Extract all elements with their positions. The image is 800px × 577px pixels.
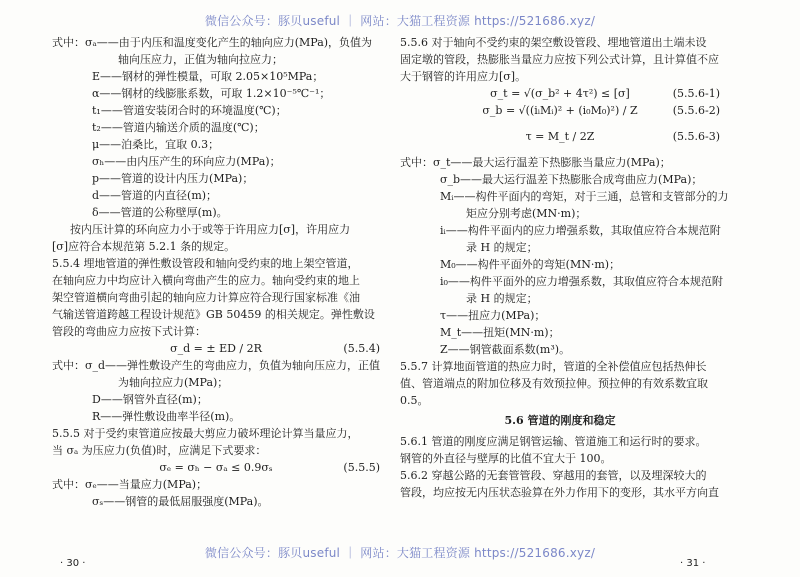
- text-line: 5.5.6 对于轴向不受约束的架空敷设管段、埋地管道出土端未设: [400, 36, 707, 49]
- text-line: t₂——管道内输送介质的温度(℃)；: [92, 121, 265, 134]
- text-line: Mᵢ——构件平面内的弯矩，对于三通，总管和支管部分的力: [440, 190, 729, 203]
- text-line: iᵢ——构件平面内的应力增强系数，其取值应符合本规范附: [440, 224, 721, 237]
- text-line: M_t——扭矩(MN·m)；: [440, 326, 560, 339]
- equation-formula: σ_t = √(σ_b² + 4τ²) ≤ [σ]: [490, 87, 630, 100]
- equation: [52, 340, 380, 357]
- text-line: 式中：σₐ——由于内压和温度变化产生的轴向应力(MPa)，负值为: [52, 36, 373, 49]
- text-line: 固定墩的管段，热膨胀当量应力应按下列公式计算，且计算值不应: [400, 53, 719, 66]
- text-line: i₀——构件平面外的应力增强系数，其取值应符合本规范附: [440, 275, 723, 288]
- text-line: 当 σₐ 为压应力(负值)时，应满足下式要求：: [52, 444, 267, 457]
- equation-number: (5.5.5): [343, 461, 380, 474]
- equation-number: (5.5.6-1): [672, 87, 720, 100]
- equation-number: (5.5.6-2): [672, 104, 720, 117]
- equation-formula: σ_b = √((iᵢMᵢ)² + (i₀M₀)²) / Z: [482, 104, 638, 117]
- text-line: σₕ——由内压产生的环向应力(MPa)；: [92, 155, 281, 168]
- text-line: 5.6.2 穿越公路的无套管管段、穿越用的套管，以及埋深较大的: [400, 469, 707, 482]
- text-line: 录 H 的规定；: [466, 292, 538, 305]
- text-line: Z——钢管截面系数(m³)。: [440, 343, 571, 356]
- text-line: 轴向压应力，正值为轴向拉应力；: [118, 53, 283, 66]
- equation: [400, 85, 720, 102]
- watermark-bottom: 微信公众号：豚贝useful ｜ 网站：大猫工程资源 https://521686.xyz/: [204, 546, 596, 560]
- text-line: 5.5.5 对于受约束管道应按最大剪应力破坏理论计算当量应力，: [52, 427, 359, 440]
- text-line: 架空管道横向弯曲引起的轴向应力计算应符合现行国家标准《油: [52, 291, 360, 304]
- text-line: E——钢材的弹性模量，可取 2.05×10⁵MPa；: [92, 70, 324, 83]
- text-line: α——钢材的线膨胀系数，可取 1.2×10⁻⁵℃⁻¹；: [92, 87, 331, 100]
- text-line: 管段的弯曲应力应按下式计算：: [52, 325, 206, 338]
- text-line: 气输送管道跨越工程设计规范》GB 50459 的相关规定。弹性敷设: [52, 308, 375, 321]
- text-line: t₁——管道安装闭合时的环境温度(℃)；: [92, 104, 287, 117]
- text-line: σ_b——最大运行温差下热膨胀合成弯曲应力(MPa)；: [440, 173, 703, 186]
- text-line: δ——管道的公称壁厚(m)。: [92, 206, 228, 219]
- right-column: [400, 34, 729, 501]
- equation-formula: σₑ = σₕ − σₐ ≤ 0.9σₛ: [159, 461, 273, 474]
- text-line: 为轴向拉应力(MPa)；: [118, 376, 229, 389]
- text-line: M₀——构件平面外的弯矩(MN·m)；: [440, 258, 621, 271]
- text-line: 式中：σ_d——弹性敷设产生的弯曲应力，负值为轴向压应力，正值: [52, 359, 381, 372]
- equation: [400, 102, 720, 128]
- text-line: 5.6.1 管道的刚度应满足钢管运输、管道施工和运行时的要求。: [400, 435, 707, 448]
- text-line: 大于钢管的许用应力[σ]。: [400, 70, 527, 83]
- equation-number: (5.5.6-3): [672, 130, 720, 143]
- equation-formula: σ_d = ± ED / 2R: [170, 342, 262, 355]
- left-column: [52, 34, 380, 510]
- text-line: 矩应分别考虑(MN·m)；: [466, 207, 587, 220]
- text-line: p——管道的设计内压力(MPa)；: [92, 172, 254, 185]
- page-number-right: · 31 ·: [680, 558, 706, 569]
- text-line: 5.5.4 埋地管道的弹性敷设管段和轴向受约束的地上架空管道，: [52, 257, 359, 270]
- text-line: 5.5.7 计算地面管道的热应力时，管道的全补偿值应包括热伸长: [400, 360, 707, 373]
- equation: [52, 459, 380, 476]
- text-line: μ——泊桑比，宜取 0.3；: [92, 138, 220, 151]
- text-line: τ——扭应力(MPa)；: [440, 309, 546, 322]
- section-heading: 5.6 管道的刚度和稳定: [504, 414, 616, 427]
- text-line: 按内压计算的环向应力小于或等于许用应力[σ]，许用应力: [70, 223, 351, 236]
- text-line: d——管道的内直径(m)；: [92, 189, 218, 202]
- text-line: 录 H 的规定；: [466, 241, 538, 254]
- text-line: D——钢管外直径(m)；: [92, 393, 208, 406]
- text-line: 值、管道端点的附加位移及有效预拉伸。预拉伸的有效系数宜取: [400, 377, 708, 390]
- page-number-left: · 30 ·: [60, 558, 86, 569]
- text-line: 管段，均应按无内压状态验算在外力作用下的变形，其水平方向直: [400, 486, 719, 499]
- text-line: 在轴向应力中均应计入横向弯曲产生的应力。轴向受约束的地上: [52, 274, 360, 287]
- watermark-top: 微信公众号：豚贝useful ｜ 网站：大猫工程资源 https://521686.xyz/: [204, 14, 596, 28]
- text-line: 0.5。: [400, 394, 429, 407]
- text-line: 式中：σ_t——最大运行温差下热膨胀当量应力(MPa)；: [400, 156, 671, 169]
- text-line: σₛ——钢管的最低屈服强度(MPa)。: [92, 495, 269, 508]
- text-line: 钢管的外直径与壁厚的比值不宜大于 100。: [400, 452, 612, 465]
- equation-formula: τ = M_t / 2Z: [525, 130, 595, 143]
- equation-number: (5.5.4): [343, 342, 380, 355]
- text-line: [σ]应符合本规范第 5.2.1 条的规定。: [52, 240, 236, 253]
- text-line: R——弹性敷设曲率半径(m)。: [92, 410, 241, 423]
- text-line: 式中：σₑ——当量应力(MPa)；: [52, 478, 208, 491]
- equation: [400, 128, 720, 154]
